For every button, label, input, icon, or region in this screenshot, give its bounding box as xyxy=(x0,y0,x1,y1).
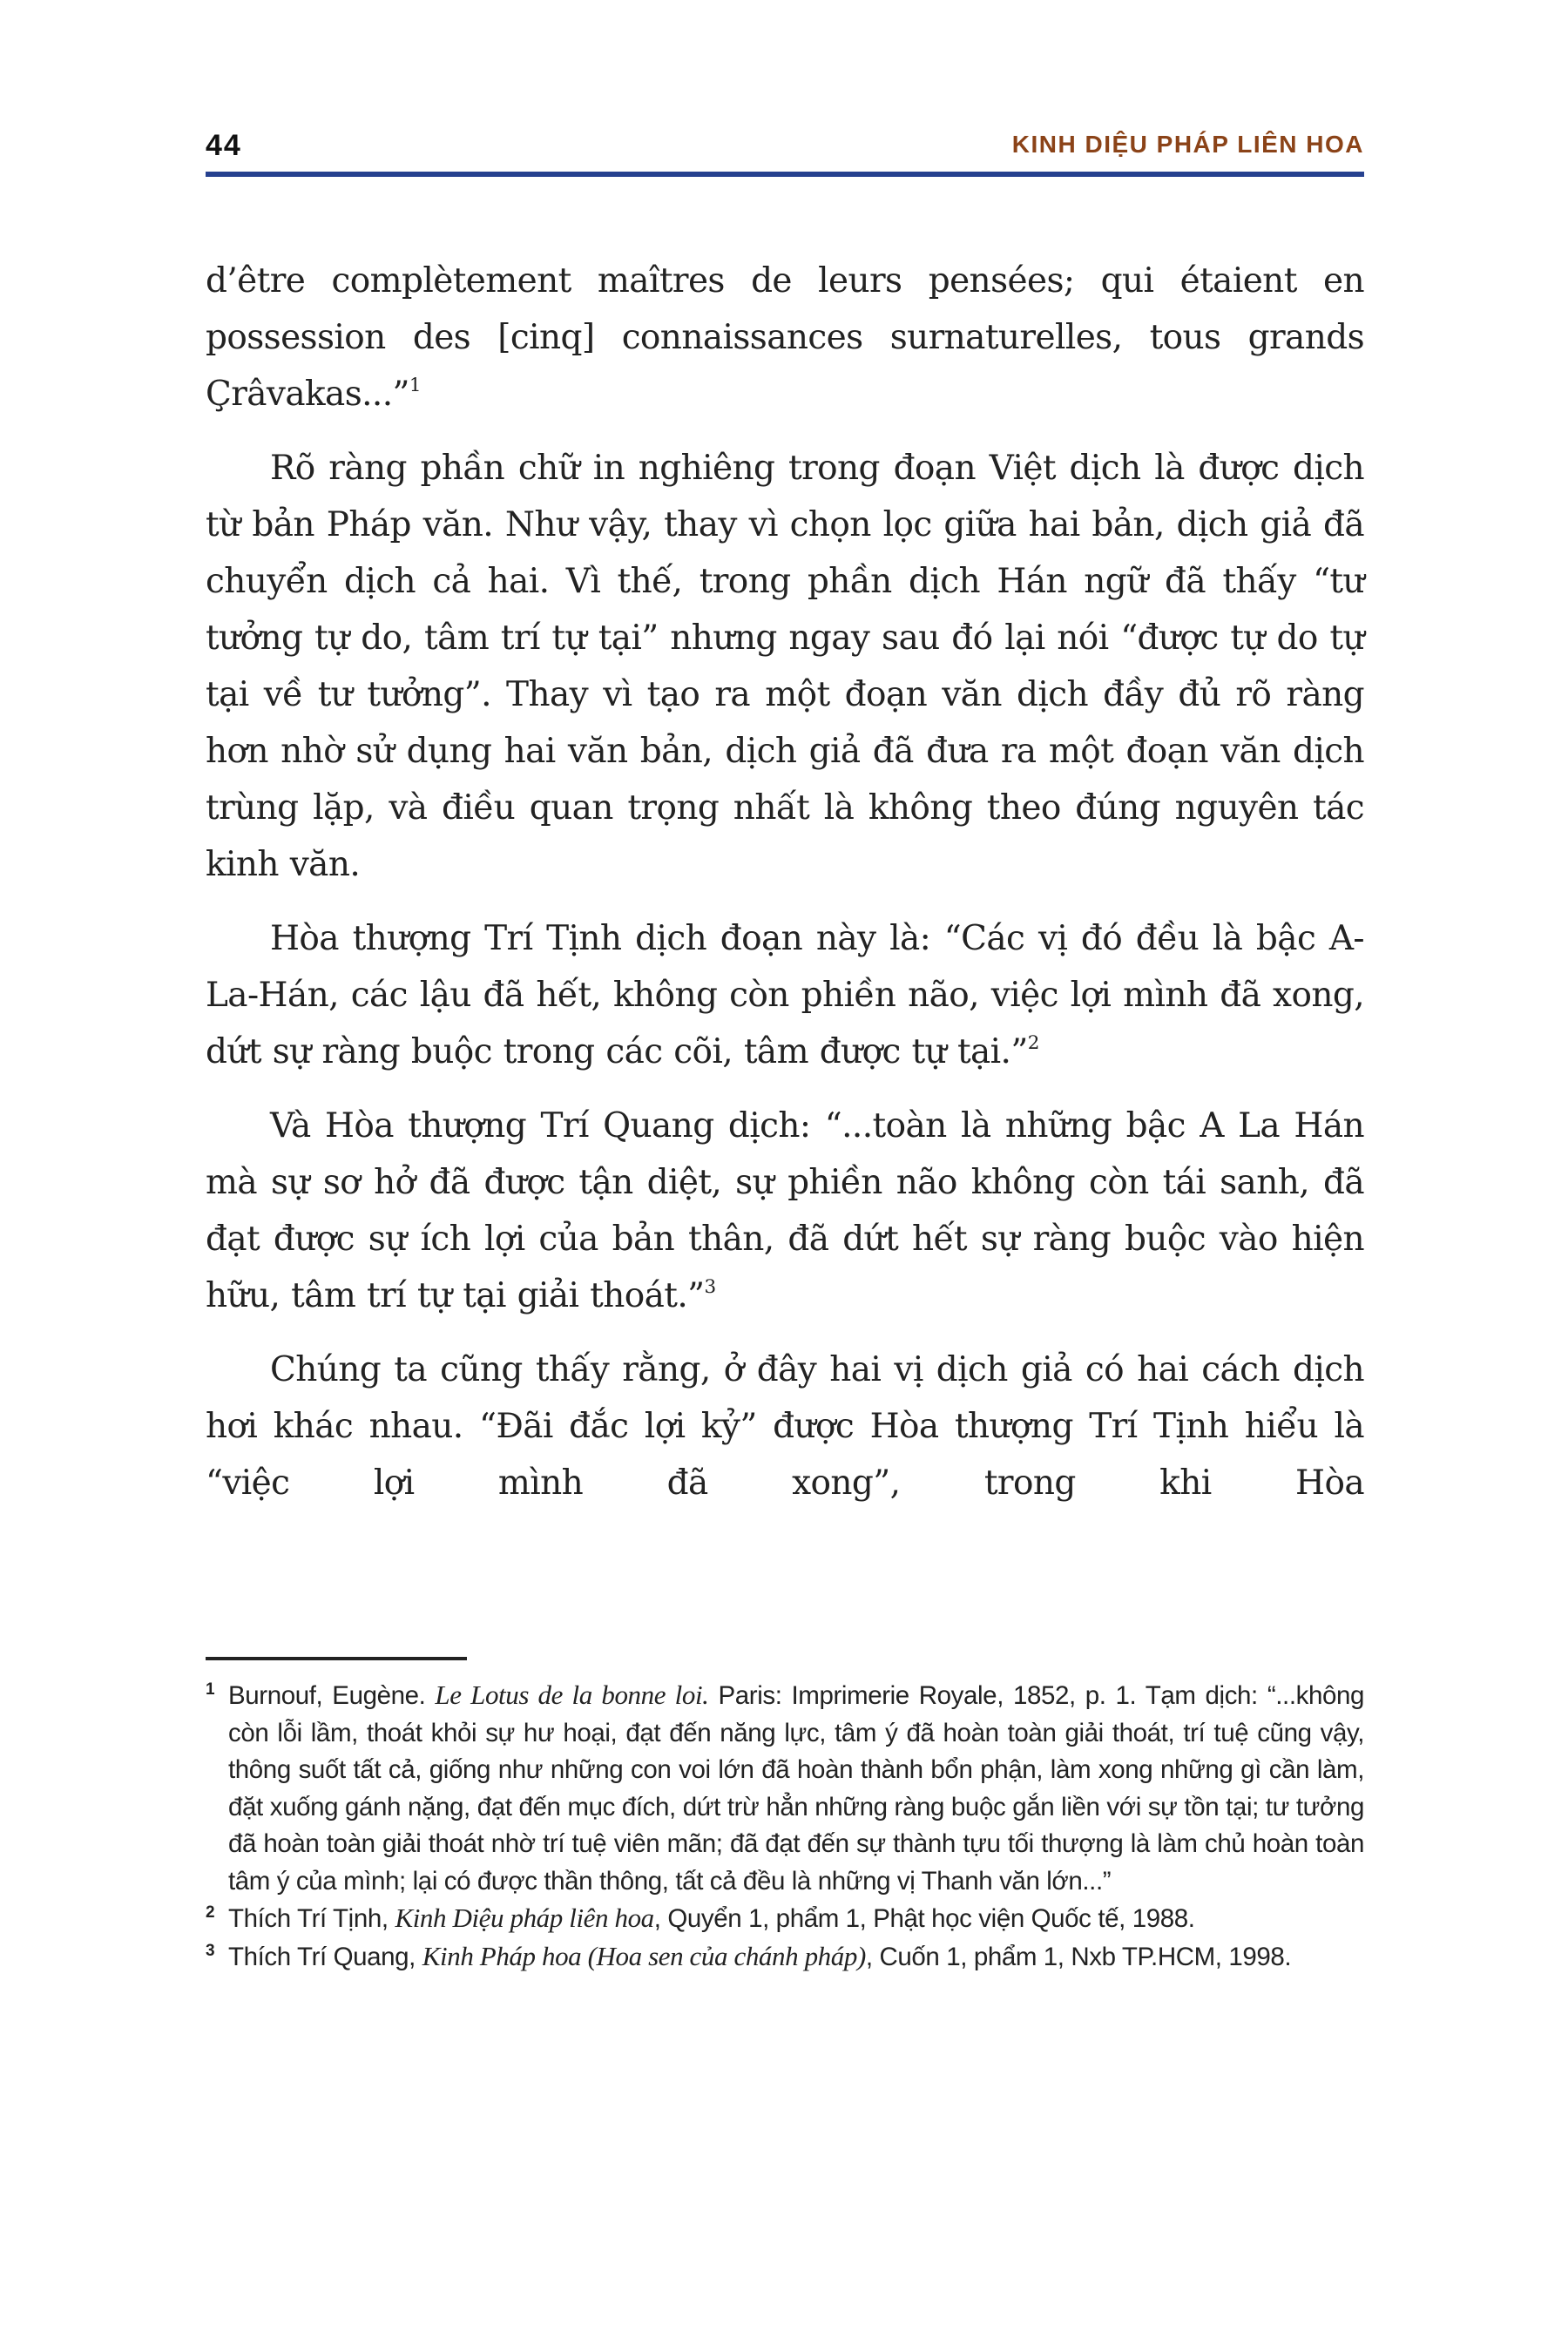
footnote-text: Paris: Imprimerie Royale, 1852, p. 1. Tạm dịch: “...không còn lỗi lầm, thoát khỏi sự hư hoại, đạt đến năng lực, tâm ý đã hoàn toàn giải thoát, trí tuệ cũng vậy, thông suốt tất cả, giống như những con voi lớn đã hoàn thành bổn phận, làm xong những gì cần làm, đặt xuống gánh nặng, đạt đến mục đích, dứt trừ hẳn những ràng buộc gắn liền với sự tồn tại; tư tưởng đã hoàn toàn giải thoát nhờ trí tuệ viên mãn; đã đạt đến sự thành tựu tối thượng là làm chủ hoàn toàn tâm ý của mình; lại có được thần thông, tất cả đều là những vị Thanh văn lớn...” xyxy=(228,1681,1365,1896)
paragraph-5 xyxy=(206,1342,1364,1511)
paragraph-text: Rõ ràng phần chữ in nghiêng trong đoạn Việt dịch là được dịch từ bản Pháp văn. Như vậy, thay vì chọn lọc giữa hai bản, dịch giả đã chuyển dịch cả hai. Vì thế, trong phần dịch Hán ngữ đã thấy “tư tưởng tự do, tâm trí tự tại” nhưng ngay sau đó lại nói “được tự do tự tại về tư tưởng”. Thay vì tạo ra một đoạn văn dịch đầy đủ rõ ràng hơn nhờ sử dụng hai văn bản, dịch giả đã đưa ra một đoạn văn dịch trùng lặp, và điều quan trọng nhất là không theo đúng nguyên tác kinh văn. xyxy=(206,449,1364,884)
footnote-text: , Quyển 1, phẩm 1, Phật học viện Quốc tế, 1988. xyxy=(653,1904,1195,1933)
footnote-text: Thích Trí Quang, xyxy=(228,1942,422,1971)
paragraph-4 xyxy=(206,1098,1364,1324)
paragraph-text: Và Hòa thượng Trí Quang dịch: “...toàn là những bậc A La Hán mà sự sơ hở đã được tận diệt, sự phiền não không còn tái sanh, đã đạt được sự ích lợi của bản thân, đã dứt hết sự ràng buộc vào hiện hữu, tâm trí tự tại giải thoát.” xyxy=(206,1106,1364,1315)
paragraph-1 xyxy=(206,253,1364,422)
footnote-text: , Cuốn 1, phẩm 1, Nxb TP.HCM, 1998. xyxy=(865,1942,1292,1971)
footnote-3 xyxy=(206,1938,1364,1977)
running-header xyxy=(206,129,1364,164)
footnote-1 xyxy=(206,1677,1364,1900)
running-title: KINH DIỆU PHÁP LIÊN HOA xyxy=(1011,131,1364,158)
paragraph-text: Chúng ta cũng thấy rằng, ở đây hai vị dịch giả có hai cách dịch hơi khác nhau. “Đãi đắc lợi kỷ” được Hòa thượng Trí Tịnh hiểu là “việc lợi mình đã xong”, trong khi Hòa xyxy=(206,1350,1364,1503)
header-rule xyxy=(206,172,1364,177)
paragraph-text: Hòa thượng Trí Tịnh dịch đoạn này là: “Các vị đó đều là bậc A-La-Hán, các lậu đã hết, không còn phiền não, việc lợi mình đã xong, dứt sự ràng buộc trong các cõi, tâm được tự tại.” xyxy=(206,919,1364,1071)
paragraph-2 xyxy=(206,440,1364,893)
footnote-number: 3 xyxy=(206,1941,215,1960)
footnote-separator xyxy=(206,1657,467,1660)
footnote-ref-1[interactable]: 1 xyxy=(409,374,421,396)
paragraph-text: d’être complètement maîtres de leurs pensées; qui étaient en possession des [cinq] connaissances surnaturelles, tous grands Çrâvakas...” xyxy=(206,261,1364,414)
footnote-text: Burnouf, Eugène. xyxy=(228,1681,436,1710)
footnote-number: 2 xyxy=(206,1903,215,1922)
footnote-title: Kinh Pháp hoa (Hoa sen của chánh pháp) xyxy=(422,1940,866,1971)
footnote-2 xyxy=(206,1900,1364,1938)
page-number: 44 xyxy=(206,129,242,162)
footnote-number: 1 xyxy=(206,1680,215,1699)
paragraph-3 xyxy=(206,910,1364,1080)
footnote-title: Le Lotus de la bonne loi. xyxy=(435,1680,709,1710)
footnote-title: Kinh Diệu pháp liên hoa xyxy=(395,1903,654,1933)
book-page xyxy=(206,0,1364,2352)
footnote-ref-2[interactable]: 2 xyxy=(1027,1031,1039,1054)
footnotes xyxy=(206,1677,1364,1976)
body-text xyxy=(206,253,1364,1529)
footnote-text: Thích Trí Tịnh, xyxy=(228,1904,395,1933)
footnote-ref-3[interactable]: 3 xyxy=(704,1275,716,1298)
